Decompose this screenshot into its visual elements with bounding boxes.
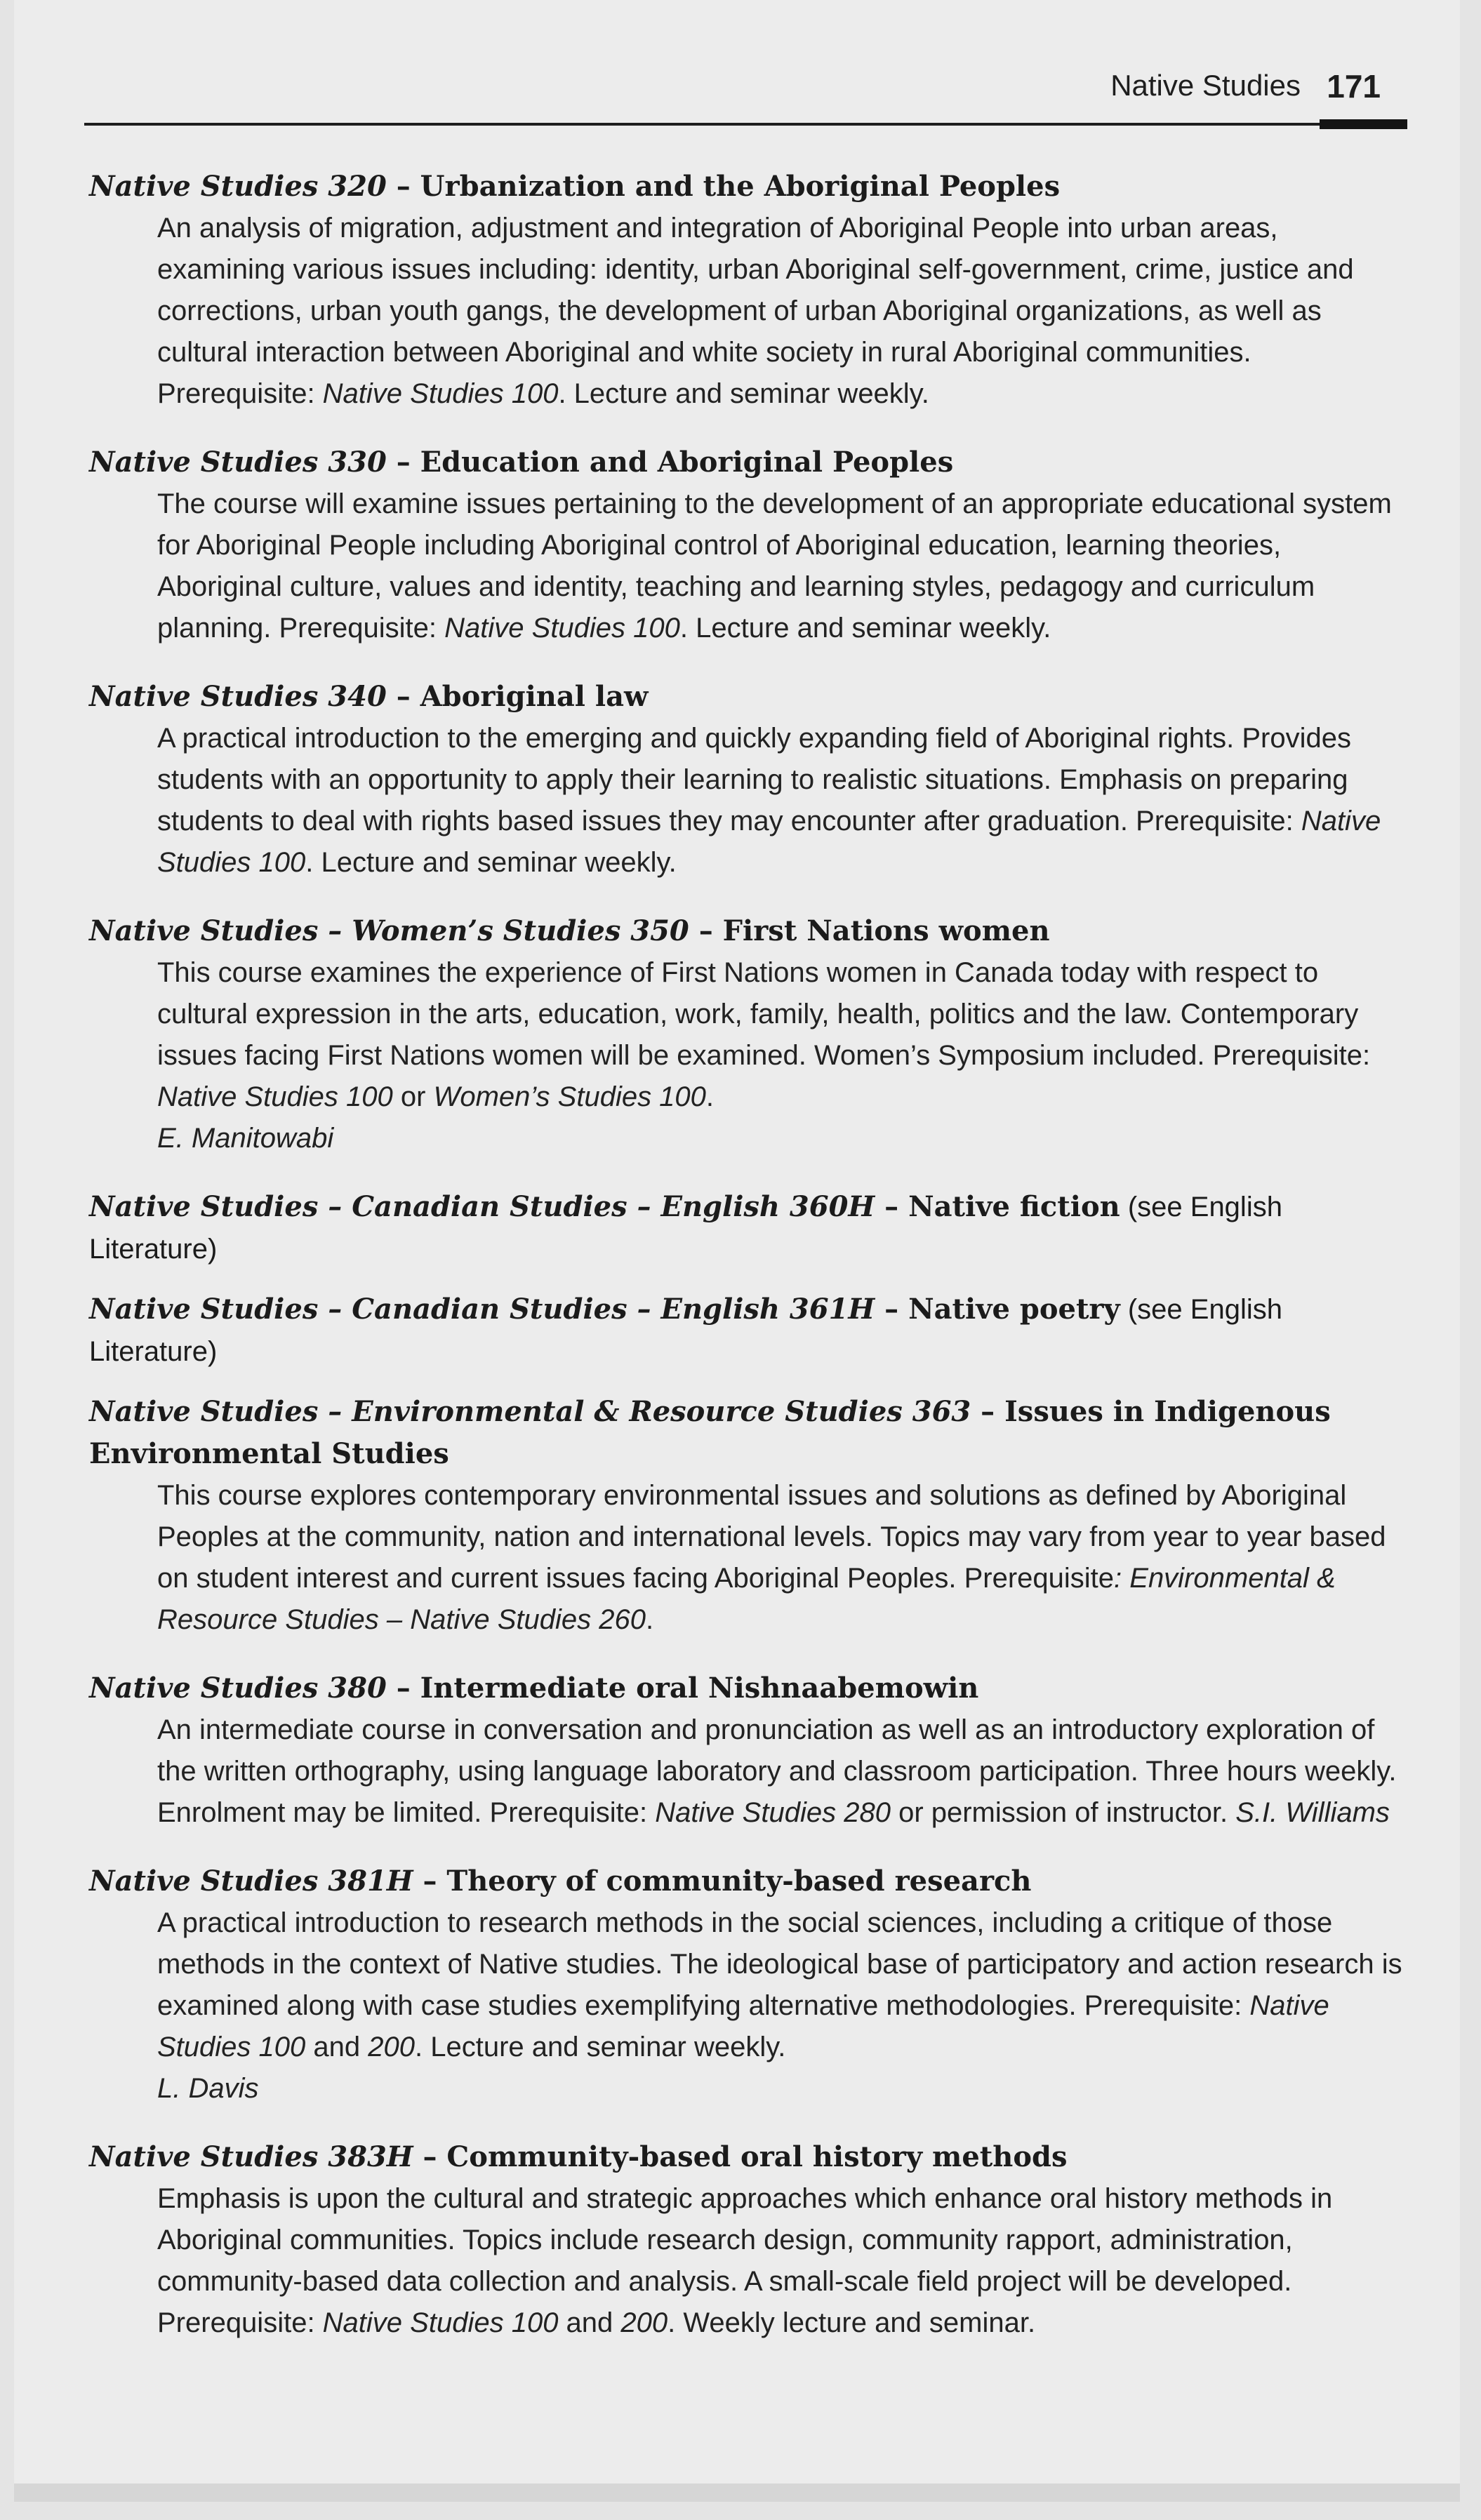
title-separator: –: [386, 170, 420, 203]
course-list: [89, 166, 1407, 2371]
title-separator: –: [413, 1865, 447, 1898]
course-description: [89, 1475, 1407, 1641]
course-description: [89, 484, 1407, 649]
course-title: Issues in Indigenous Environmental Studies: [89, 1395, 1331, 1470]
description-text: The course will examine issues pertaining to the development of an appropriate educational system for Aboriginal People including Aboriginal control of Aboriginal education, learning theories, Aboriginal culture, values and identity, teaching and learning styles, pedagogy and curriculum planning. Prerequisite:: [157, 488, 1392, 644]
course-heading: [89, 1186, 1407, 1270]
calendar-page: [14, 0, 1460, 2502]
description-tail: . Lecture and seminar weekly.: [558, 378, 929, 409]
course-heading: [89, 676, 1407, 718]
description-text: An intermediate course in conversation and pronunciation as well as an introductory exploration of the written orthography, using language laboratory and classroom participation. Three hours weekly. Enrolment may be limited. Prerequisite:: [157, 1714, 1397, 1828]
course-heading: [89, 1391, 1407, 1475]
instructor-name: L. Davis: [157, 2073, 259, 2104]
description-tail: or permission of instructor.: [890, 1797, 1236, 1828]
cross-reference: (see English Literature): [89, 1192, 1282, 1265]
course-entry-361h: [89, 1288, 1407, 1373]
description-tail: . Lecture and seminar weekly.: [415, 2032, 786, 2062]
course-title: Theory of community-based research: [446, 1865, 1032, 1898]
prerequisite-course: Native Studies 280: [655, 1797, 891, 1828]
course-heading: [89, 166, 1407, 208]
course-entry-383h: [89, 2136, 1407, 2344]
description-tail: . Lecture and seminar weekly.: [679, 613, 1051, 644]
course-description: [89, 2178, 1407, 2344]
description-tail: .: [645, 1604, 654, 1635]
course-description: [89, 1709, 1407, 1834]
course-entry-320: [89, 166, 1407, 415]
prerequisite-course: Native Studies 100: [322, 378, 559, 409]
course-title: Native poetry: [908, 1293, 1120, 1326]
course-heading: [89, 1667, 1407, 1709]
prerequisite-course: Native Studies 100: [157, 1081, 393, 1112]
description-text: An analysis of migration, adjustment and integration of Aboriginal People into urban areas, examining various issues including: identity, urban Aboriginal self-government, crime, justice and corrections, urban youth gangs, the development of urban Aboriginal organizations, as well as cultural interaction between Aboriginal and white society in rural Aboriginal communities. Prerequisite:: [157, 213, 1354, 409]
title-separator: –: [386, 680, 420, 713]
description-text: Emphasis is upon the cultural and strategic approaches which enhance oral history methods in Aboriginal communities. Topics include research design, community rapport, administration, community-based data collection and analysis. A small-scale field project will be developed. Prerequisite:: [157, 2183, 1333, 2338]
course-heading: [89, 1860, 1407, 1902]
title-separator: –: [875, 1190, 909, 1223]
course-title: First Nations women: [722, 914, 1050, 947]
course-entry-363: [89, 1391, 1407, 1641]
cross-reference: (see English Literature): [89, 1294, 1282, 1367]
course-title: Urbanization and the Aboriginal Peoples: [420, 170, 1061, 203]
course-number: Native Studies 320: [89, 170, 387, 203]
course-entry-350: [89, 910, 1407, 1159]
title-separator: –: [875, 1293, 909, 1326]
course-description: [89, 718, 1407, 884]
prerequisite-course-alt: 200: [620, 2307, 668, 2338]
course-number: Native Studies – Environmental & Resource Studies 363: [89, 1395, 971, 1428]
prerequisite-course: Native Studies 100: [157, 1990, 1329, 2062]
course-entry-380: [89, 1667, 1407, 1834]
course-title: Intermediate oral Nishnaabemowin: [420, 1672, 979, 1705]
course-number: Native Studies 330: [89, 446, 387, 479]
course-heading: [89, 910, 1407, 952]
title-separator: –: [386, 446, 420, 479]
course-number: Native Studies 380: [89, 1672, 387, 1705]
header-rule: [84, 123, 1407, 126]
prerequisite-course: Native Studies 100: [322, 2307, 559, 2338]
description-joiner: or: [392, 1081, 434, 1112]
title-separator: –: [386, 1672, 420, 1705]
description-tail: . Weekly lecture and seminar.: [668, 2307, 1036, 2338]
page-bottom-edge: [14, 2484, 1460, 2502]
course-entry-381h: [89, 1860, 1407, 2109]
course-title: Community-based oral history methods: [446, 2140, 1068, 2173]
course-heading: [89, 2136, 1407, 2178]
description-tail: .: [705, 1081, 715, 1112]
title-separator: –: [413, 2140, 447, 2173]
course-number: Native Studies – Women’s Studies 350: [89, 914, 689, 947]
page-header: [84, 67, 1407, 114]
prerequisite-course-alt: Women’s Studies 100: [433, 1081, 706, 1112]
course-number: Native Studies 381H: [89, 1865, 413, 1898]
prerequisite-course: : Environmental & Resource Studies – Native Studies 260: [157, 1563, 1336, 1635]
description-joiner: and: [558, 2307, 621, 2338]
page-number: 171: [1327, 68, 1381, 105]
description-text: This course examines the experience of First Nations women in Canada today with respect to cultural expression in the arts, education, work, family, health, politics and the law. Contemporary issues facing First Nations women will be examined. Women’s Symposium included. Prerequisite:: [157, 957, 1371, 1071]
course-heading: [89, 441, 1407, 484]
course-entry-340: [89, 676, 1407, 884]
course-description: [89, 208, 1407, 415]
description-joiner: and: [305, 2032, 368, 2062]
description-text: This course explores contemporary environmental issues and solutions as defined by Aboriginal Peoples at the community, nation and international levels. Topics may vary from year to year based on student interest and current issues facing Aboriginal Peoples. Prerequisite: [157, 1480, 1386, 1594]
instructor-name: E. Manitowabi: [157, 1123, 334, 1154]
prerequisite-course: Native Studies 100: [157, 806, 1381, 878]
course-description: [89, 1902, 1407, 2109]
description-text: A practical introduction to research methods in the social sciences, including a critique of those methods in the context of Native studies. The ideological base of participatory and action research is examined along with case studies exemplifying alternative methodologies. Prerequisite:: [157, 1907, 1402, 2021]
header-tab-mark: [1320, 119, 1407, 129]
course-title: Education and Aboriginal Peoples: [420, 446, 954, 479]
prerequisite-course: Native Studies 100: [444, 613, 680, 644]
course-heading: [89, 1288, 1407, 1373]
course-number: Native Studies 383H: [89, 2140, 413, 2173]
description-tail: . Lecture and seminar weekly.: [305, 847, 677, 878]
title-separator: –: [689, 914, 723, 947]
running-head: Native Studies: [1110, 69, 1301, 102]
prerequisite-course-alt: 200: [368, 2032, 415, 2062]
course-description: [89, 952, 1407, 1159]
instructor-name: S.I. Williams: [1235, 1797, 1390, 1828]
course-entry-330: [89, 441, 1407, 649]
course-title: Native fiction: [908, 1190, 1120, 1223]
course-number: Native Studies 340: [89, 680, 387, 713]
description-text: A practical introduction to the emerging and quickly expanding field of Aboriginal rights. Provides students with an opportunity to apply their learning to realistic situations. Emphasis on preparing students to deal with rights based issues they may encounter after graduation. Prerequisite:: [157, 723, 1351, 836]
course-number: Native Studies – Canadian Studies – English 361H: [89, 1293, 875, 1326]
course-number: Native Studies – Canadian Studies – English 360H: [89, 1190, 875, 1223]
title-separator: –: [971, 1395, 1005, 1428]
course-title: Aboriginal law: [420, 680, 649, 713]
course-entry-360h: [89, 1186, 1407, 1270]
